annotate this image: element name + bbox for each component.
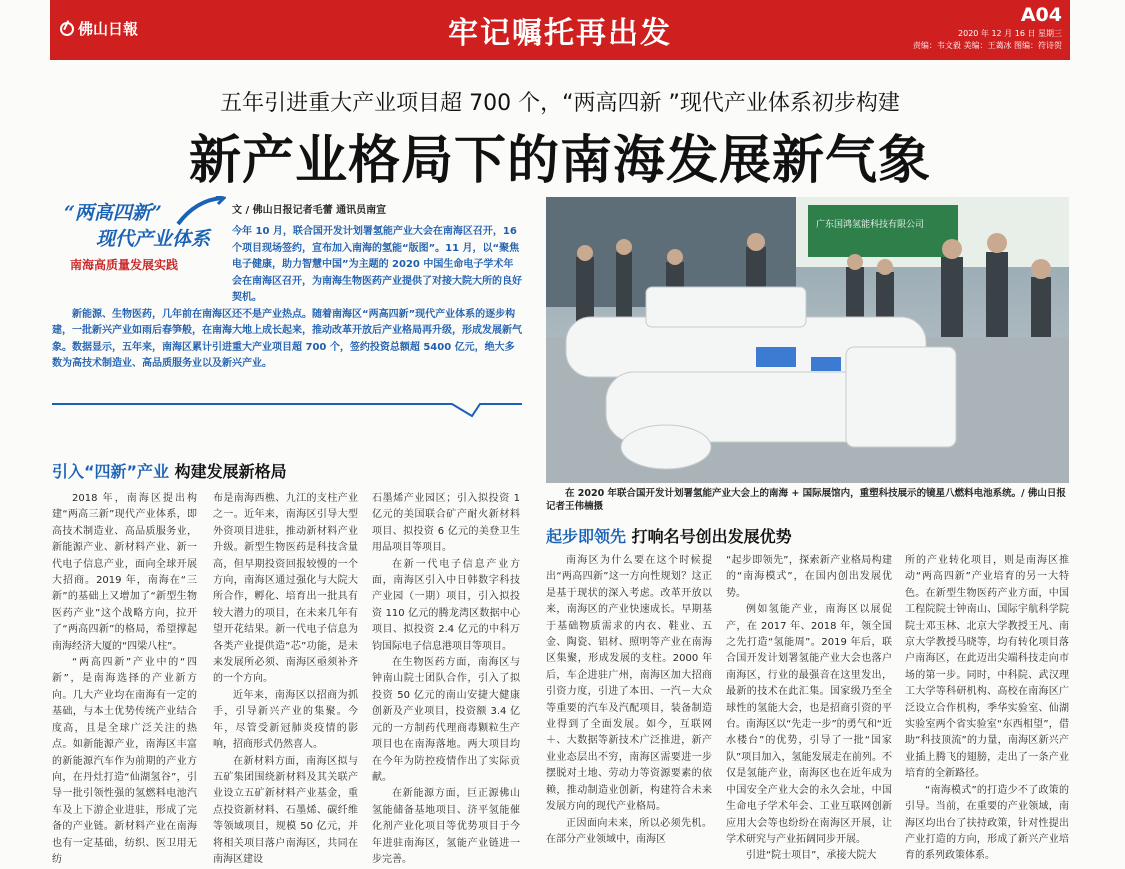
paragraph: 正因面向未来，所以必须先机。在部分产业领域中，南海区 [546,817,712,845]
paragraph: 布是南海西樵、九江的支柱产业之一。近年来，南海区引导大型外资项目进驻，推动新材料产业升级。新型生物医药是科技含量高，但早期投资回报较慢的一个方向，南海区通过强化与大院大所合作，孵化、培育出一批具有较大潜力的项目，在未来几年有望开花结果。新一代电子信息为各类产业提供造“芯”功能，是未来发展所必须、南海区亟须补齐的一个方向。 [213,493,358,685]
badge-line-3: 南海高质量发展实践 [70,258,179,272]
lead-paragraph-1: 今年 10 月，联合国开发计划署氢能产业大会在南海区召开，16 个项目现场签约，宣布加入南海的氢能“版图”。11 月，以“聚焦电子健康，助力智慧中国”为主题的 2020 中国生命电子学术年会在南海区召开，为南海生物医药产业提供了对接大院大所的良好契机。 [232,226,522,303]
lead-paragraph-2: 新能源、生物医药，几年前在南海区还不是产业热点。随着南海区“两高四新”现代产业体系的逐步构建，一批新兴产业如雨后春笋般，在南海大地上成长起来，推动改革开放后产业格局再升级，形成发展新气象。数据显示，五年来，南海区累计引进重大产业项目超 700 个，签约投资总额超 5400 亿元，绝大多数为高技术制造业、高品质服务业以及新兴产业。 [52,308,522,369]
editor-credits: 责编：韦文毅 美编：王蔼冰 图编：符诗贺 [912,41,1062,50]
paragraph: 所的产业转化项目，则是南海区推动“两高四新”产业培育的另一大特色。在新型生物医药产业方面，中国工程院院士钟南山、国际宇航科学院院士邓玉林、北京大学教授王凡、南京大学教授马晓等，均有转化项目落户南海区，在此迈出尖端科技走向市场的第一步。同时，中科院、武汉理工大学等科研机构、高校在南海区广泛设立合作机构，季华实验室、仙湖实验室两个省实验室“东西相望”，借助“科技顶流”的力量，南海区新兴产业插上腾飞的翅膀，走出了一条产业培育的全新路径。 [905,555,1069,780]
exhibition-photo [546,197,1069,483]
paragraph: “南海模式”的打造少不了政策的引导。当前，在重要的产业领域，南海区均出台了扶持政策，针对性提出产业打造的方向，形成了新兴产业培育的系列政策体系。 [905,784,1069,862]
paragraph: 近年来，南海区以招商为抓手，引导新兴产业的集聚。今年，尽管受新冠肺炎疫情的影响，招商形式仍然喜人。 [213,689,358,751]
paragraph: 在新一代电子信息产业方面，南海区引入中日韩数字科技产业园（一期）项目，引入拟投资 110 亿元的腾龙湾区数据中心项目、拟投资 2.4 亿元的中科万钧国际电子信息港项目等项目。 [372,558,520,652]
paragraph: 南海区为什么要在这个时候提出“两高四新”这一方向性规划？这正是基于现状的深入考虑。改革开放以来，南海区的产业快速成长。早期基于基础物质需求的内衣、鞋业、五金、陶瓷、铝材、照明等产业在南海区集聚，形成发展的支柱。2000 年后，车企进驻广州，南海区加大招商引资力度，引进了本田、一汽－大众等重要的汽车及汽配项目，装备制造业得到了全面发展。如今，互联网＋、大数据等新技术广泛推进，新产业业态层出不穷，南海区需要进一步摆脱对土地、劳动力等资源要素的依赖，推动制造业创新，构建符合未来发展方向的现代产业格局。 [546,555,712,813]
paragraph: “起步即领先”，探索新产业格局构建的“南海模式”，在国内创出发展优势。 [726,555,892,599]
fuel-cell-exhibit-image [546,197,1069,483]
body-column-4 [546,553,712,863]
section-2-highlight: 起步即领先 [546,527,627,546]
body-column-5 [726,553,892,863]
booth-banner-text: 广东国鸿氢能科技有限公司 [816,220,925,230]
article-subtitle: 五年引进重大产业项目超 700 个，“两高四新 ”现代产业体系初步构建 [220,91,900,116]
masthead [50,0,1070,60]
body-column-1 [52,491,197,869]
article-title: 新产业格局下的南海发展新气象 [188,131,931,191]
byline: 文 / 佛山日报记者毛蕾 通讯员南宣 [232,205,387,216]
page-number: A04 [1020,4,1062,26]
paragraph: 2018 年，南海区提出构建“两高三新”现代产业体系，即高技术制造业、高品质服务业，新能源产业、新材料产业、新一代电子信息产业，面向全球开展大招商。2019 年，南海在“三新”的基础上又增加了“新型生物医药产业”这个战略方向，拉开了“两高四新”的格局，希望撑起南海经济大厦的“四梁八柱”。 [52,493,197,652]
section-heading-1 [52,459,287,482]
paragraph: 石墨烯产业园区；引入拟投资 1 亿元的美国联合矿产耐火新材料项目、拟投资 6 亿元的美登卫生用品项目等项目。 [372,493,520,554]
section-2-title: 打响名号创出发展优势 [631,527,792,546]
body-column-6 [905,553,1069,863]
photo-caption: 在 2020 年联合国开发计划署氢能产业大会上的南海 + 国际展馆内，重塑科技展示的镜星八燃料电池系统。/ 佛山日报记者王伟楠摄 [546,488,1066,512]
badge-line-1: “两高四新” [64,202,162,224]
lead-paragraphs [52,224,522,373]
paragraph: 引进“院士项目”，承接大院大 [746,850,877,862]
body-column-3 [372,491,520,869]
issue-date: 2020 年 12 月 16 日 星期三 [958,29,1062,38]
body-column-2 [213,491,358,869]
paragraph: 在新材料方面，南海区拟与五矿集团围绕新材料及其关联产业设立五矿新材料产业基金，重点投资新材料、石墨烯、碳纤维等领域项目，规模 50 亿元，并将相关项目落户南海区，共同在南海区建设 [213,755,358,865]
section-heading-2 [546,524,792,547]
lead-frame-line [52,398,522,418]
section-title: 牢记嘱托再出发 [448,16,672,51]
logo-text: 佛山日報 [78,20,139,38]
paragraph: 在生物医药方面，南海区与钟南山院士团队合作，引入了拟投资 50 亿元的南山安捷大健康创新及产业项目，投资额 3.4 亿元的一方制药代理商毒颗粒生产项目也在南海落地。两大项目均在今年为防控疫情作出了实际贡献。 [372,657,520,783]
badge-line-2: 现代产业体系 [96,228,211,250]
section-1-title: 构建发展新格局 [174,462,287,481]
swoosh-icon [176,196,226,226]
paragraph: “两高四新”产业中的“四新”，是南海选择的产业新方向。几大产业均在南海有一定的基础，与本土优势传统产业结合度高，且是全球广泛关注的热点。如新能源产业，南海区丰富的新能源汽车作为前期的产业方向，在丹灶打造“仙湖氢谷”，引导一批引领性强的氢燃料电池汽车及上下游企业进驻，形成了完备的产业链。新材料产业在南海也有一定基础，纺织、医卫用无纺 [52,657,197,865]
paragraph: 例如氢能产业，南海区以展促产，在 2017 年、2018 年，领全国之先打造“氢能周”。2019 年后，联合国开发计划署氢能产业大会也落户南海区，行业的最强音在这里发出，最新的技术在此汇集。国家级乃至全球性的氢能大会，也是招商引资的平台。南海区以“先走一步”的勇气和“近水楼台”的优势，引导了一批“国家队”项目加入，氢能发展走在前列。不仅是氢能产业，南海区也在近年成为中国安全产业大会的永久会址，中国生命电子学术年会、工业互联网创新应用大会等也纷纷在南海区开展，让学术研究与产业拓阔同步开展。 [726,604,892,845]
paragraph: 在新能源方面，巨正源佛山氢能储备基地项目、济平氢能催化剂产业化项目等优势项目于今年进驻南海区，氢能产业链进一步完善。 [372,788,520,865]
section-1-highlight: 引入“四新”产业 [52,462,170,481]
